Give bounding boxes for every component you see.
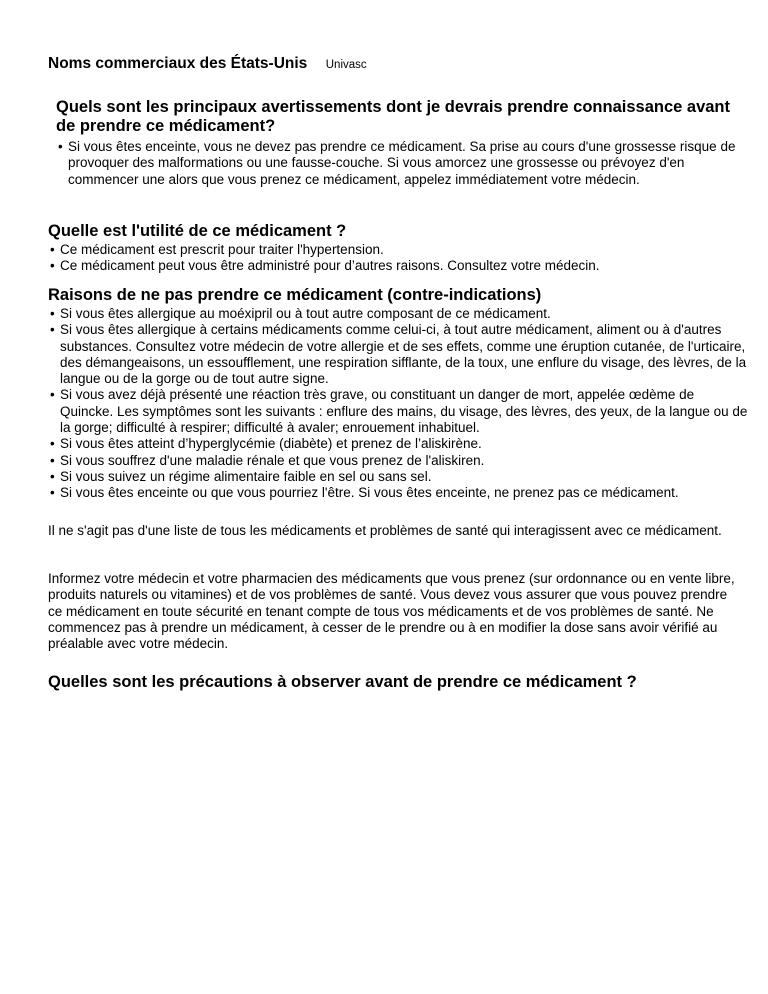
precautions-heading: Quelles sont les précautions à observer avant de prendre ce médicament ?	[48, 673, 637, 691]
contraindication-item: • Si vous êtes atteint d’hyperglycémie (diabète) et prenez de l’aliskirène.	[48, 436, 748, 452]
uses-item: • Ce médicament peut vous être administré pour d’autres raisons. Consultez votre médecin.	[48, 258, 748, 274]
inform-doctor-note: Informez votre médecin et votre pharmacien des médicaments que vous prenez (sur ordonnance ou en vente libre, produits naturels ou vitamines) et de vos problèmes de santé. Vous devez vous assurer que vous pouvez prendre ce médicament en toute sécurité en tenant compte de tous vos médicaments et de vos problèmes de santé. Ne commencez pas à prendre un médicament, à cesser de le prendre ou à en modifier la dose sans avoir vérifié au préalable avec votre médecin.	[48, 571, 735, 652]
contraindication-item: • Si vous suivez un régime alimentaire faible en sel ou sans sel.	[48, 469, 748, 485]
contraindications-heading: Raisons de ne pas prendre ce médicament (contre-indications)	[48, 286, 542, 304]
contraindication-item: • Si vous êtes enceinte ou que vous pourriez l'être. Si vous êtes enceinte, ne prenez pas ce médicament.	[48, 485, 748, 501]
warnings-heading: Quels sont les principaux avertissements dont je devrais prendre connaissance avant de prendre ce médicament?	[56, 98, 731, 135]
warnings-item: • Si vous êtes enceinte, vous ne devez pas prendre ce médicament. Sa prise au cours d'une grossesse risque de provoquer des malformations ou une fausse-couche. Si vous amorcez une grossesse ou prévoyez d'en commencer une alors que vous prenez ce médicament, appelez immédiatement votre médecin.	[56, 139, 736, 188]
contraindication-item: • Si vous êtes allergique au moéxipril ou à tout autre composant de ce médicament.	[48, 306, 748, 322]
brand-name-value: Univasc	[325, 59, 367, 71]
contraindication-item: • Si vous êtes allergique à certains médicaments comme celui-ci, à tout autre médicament, aliment ou à d'autres substances. Consultez votre médecin de votre allergie et de ses effets, comme une éruption cutanée, de l'urticaire, des démangeaisons, un essoufflement, une respiration sifflante, de la toux, une enflure du visage, des lèvres, de la langue ou de la gorge ou de tout autre signe.	[48, 322, 748, 387]
contraindications-list	[48, 306, 748, 502]
uses-item: • Ce médicament est prescrit pour traiter l'hypertension.	[48, 242, 748, 258]
contraindication-item: • Si vous souffrez d'une maladie rénale et que vous prenez de l'aliskiren.	[48, 453, 748, 469]
warnings-list	[56, 139, 736, 188]
contraindications-section	[48, 286, 748, 502]
contraindication-item: • Si vous avez déjà présenté une réaction très grave, ou constituant un danger de mort, appelée œdème de Quincke. Les symptômes sont les suivants : enflure des mains, du visage, des lèvres, des yeux, de la langue ou de la gorge; difficulté à respirer; difficulté à avaler; enrouement inhabituel.	[48, 387, 748, 436]
uses-list	[48, 242, 748, 275]
uses-heading: Quelle est l'utilité de ce médicament ?	[48, 222, 347, 240]
uses-section	[48, 222, 748, 275]
interactions-note: Il ne s'agit pas d'une liste de tous les médicaments et problèmes de santé qui interagissent avec ce médicament.	[48, 523, 722, 538]
warnings-section	[56, 98, 736, 188]
brand-names-row	[48, 55, 367, 73]
precautions-section	[48, 673, 748, 693]
brand-names-label: Noms commerciaux des États-Unis	[48, 55, 308, 72]
